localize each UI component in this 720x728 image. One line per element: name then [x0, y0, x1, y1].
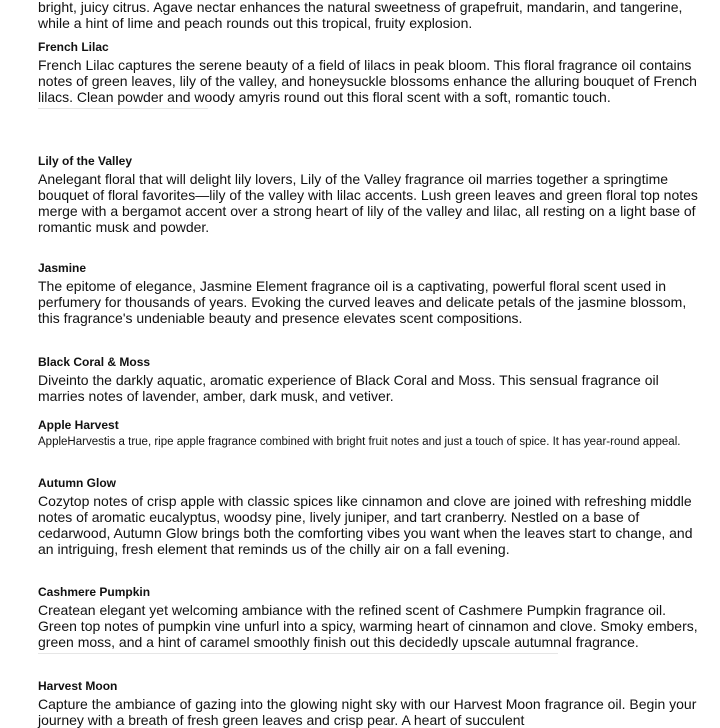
fragrance-title: Apple Harvest [38, 418, 119, 432]
fragrance-lily-of-the-valley [38, 154, 698, 235]
fragrance-black-coral-moss [38, 355, 698, 404]
fragrance-apple-harvest [38, 418, 698, 449]
fragrance-french-lilac [38, 40, 698, 109]
intro-text: bright, juicy citrus. Agave nectar enhances the natural sweetness of grapefruit, mandarin, and tangerine, while a hint of lime and peach rounds out this tropical, fruity explosion. [38, 0, 683, 31]
fragrance-description: Anelegant floral that will delight lily lovers, Lily of the Valley fragrance oil marries together a springtime bouquet of floral favorites—lily of the valley with lilac accents. Lush green leaves and green floral top notes merge with a bergamot accent over a strong heart of lily of the valley and lilac, all resting on a light base of romantic musk and powder. [38, 171, 698, 235]
fragrance-jasmine [38, 261, 698, 326]
fragrance-title: Black Coral & Moss [38, 355, 151, 369]
fragrance-harvest-moon [38, 679, 698, 728]
fragrance-description: Capture the ambiance of gazing into the glowing night sky with our Harvest Moon fragrance oil. Begin your journey with a breath of fresh green leaves and crisp pear. A heart of succulent [38, 696, 697, 728]
fragrance-title: Cashmere Pumpkin [38, 585, 151, 599]
intro-block [38, 0, 698, 31]
fragrance-description: Diveinto the darkly aquatic, aromatic experience of Black Coral and Moss. This sensual fragrance oil marries notes of lavender, amber, dark musk, and vetiver. [38, 372, 659, 404]
fragrance-cashmere-pumpkin [38, 585, 698, 654]
fragrance-description: French Lilac captures the serene beauty of a field of lilacs in peak bloom. This floral fragrance oil contains notes of green leaves, lily of the valley, and honeysuckle blossoms enhance the alluring bouquet of French lilacs. Clean powder and woody amyris round out this floral scent with a soft, romantic touch. [38, 57, 697, 105]
divider [38, 653, 558, 654]
fragrance-title: Harvest Moon [38, 679, 118, 693]
fragrance-title: Jasmine [38, 261, 87, 275]
fragrance-description: Cozytop notes of crisp apple with classic spices like cinnamon and clove are joined with refreshing middle notes of aromatic eucalyptus, woodsy pine, lively juniper, and tart cranberry. Nestled on a base of cedarwood, Autumn Glow brings both the comforting vibes you want when the leaves start to change, and an intriguing, fresh element that reminds us of the chilly air on a fall evening. [38, 493, 693, 557]
fragrance-title: Autumn Glow [38, 476, 116, 490]
fragrance-title: French Lilac [38, 40, 109, 54]
fragrance-description: AppleHarvestis a true, ripe apple fragrance combined with bright fruit notes and just a touch of spice. It has year-round appeal. [38, 436, 681, 448]
fragrance-title: Lily of the Valley [38, 154, 133, 168]
fragrance-description: Createan elegant yet welcoming ambiance with the refined scent of Cashmere Pumpkin fragrance oil. Green top notes of pumpkin vine unfurl into a spicy, warming heart of cinnamon and clove. Smoky embers, green moss, and a hint of caramel smoothly finish out this decidedly upscale autumnal fragrance. [38, 602, 698, 650]
fragrance-autumn-glow [38, 476, 698, 557]
divider [38, 108, 208, 109]
fragrance-description: The epitome of elegance, Jasmine Element fragrance oil is a captivating, powerful floral scent used in perfumery for thousands of years. Evoking the curved leaves and delicate petals of the jasmine blossom, this fragrance's undeniable beauty and presence elevates scent compositions. [38, 278, 687, 326]
